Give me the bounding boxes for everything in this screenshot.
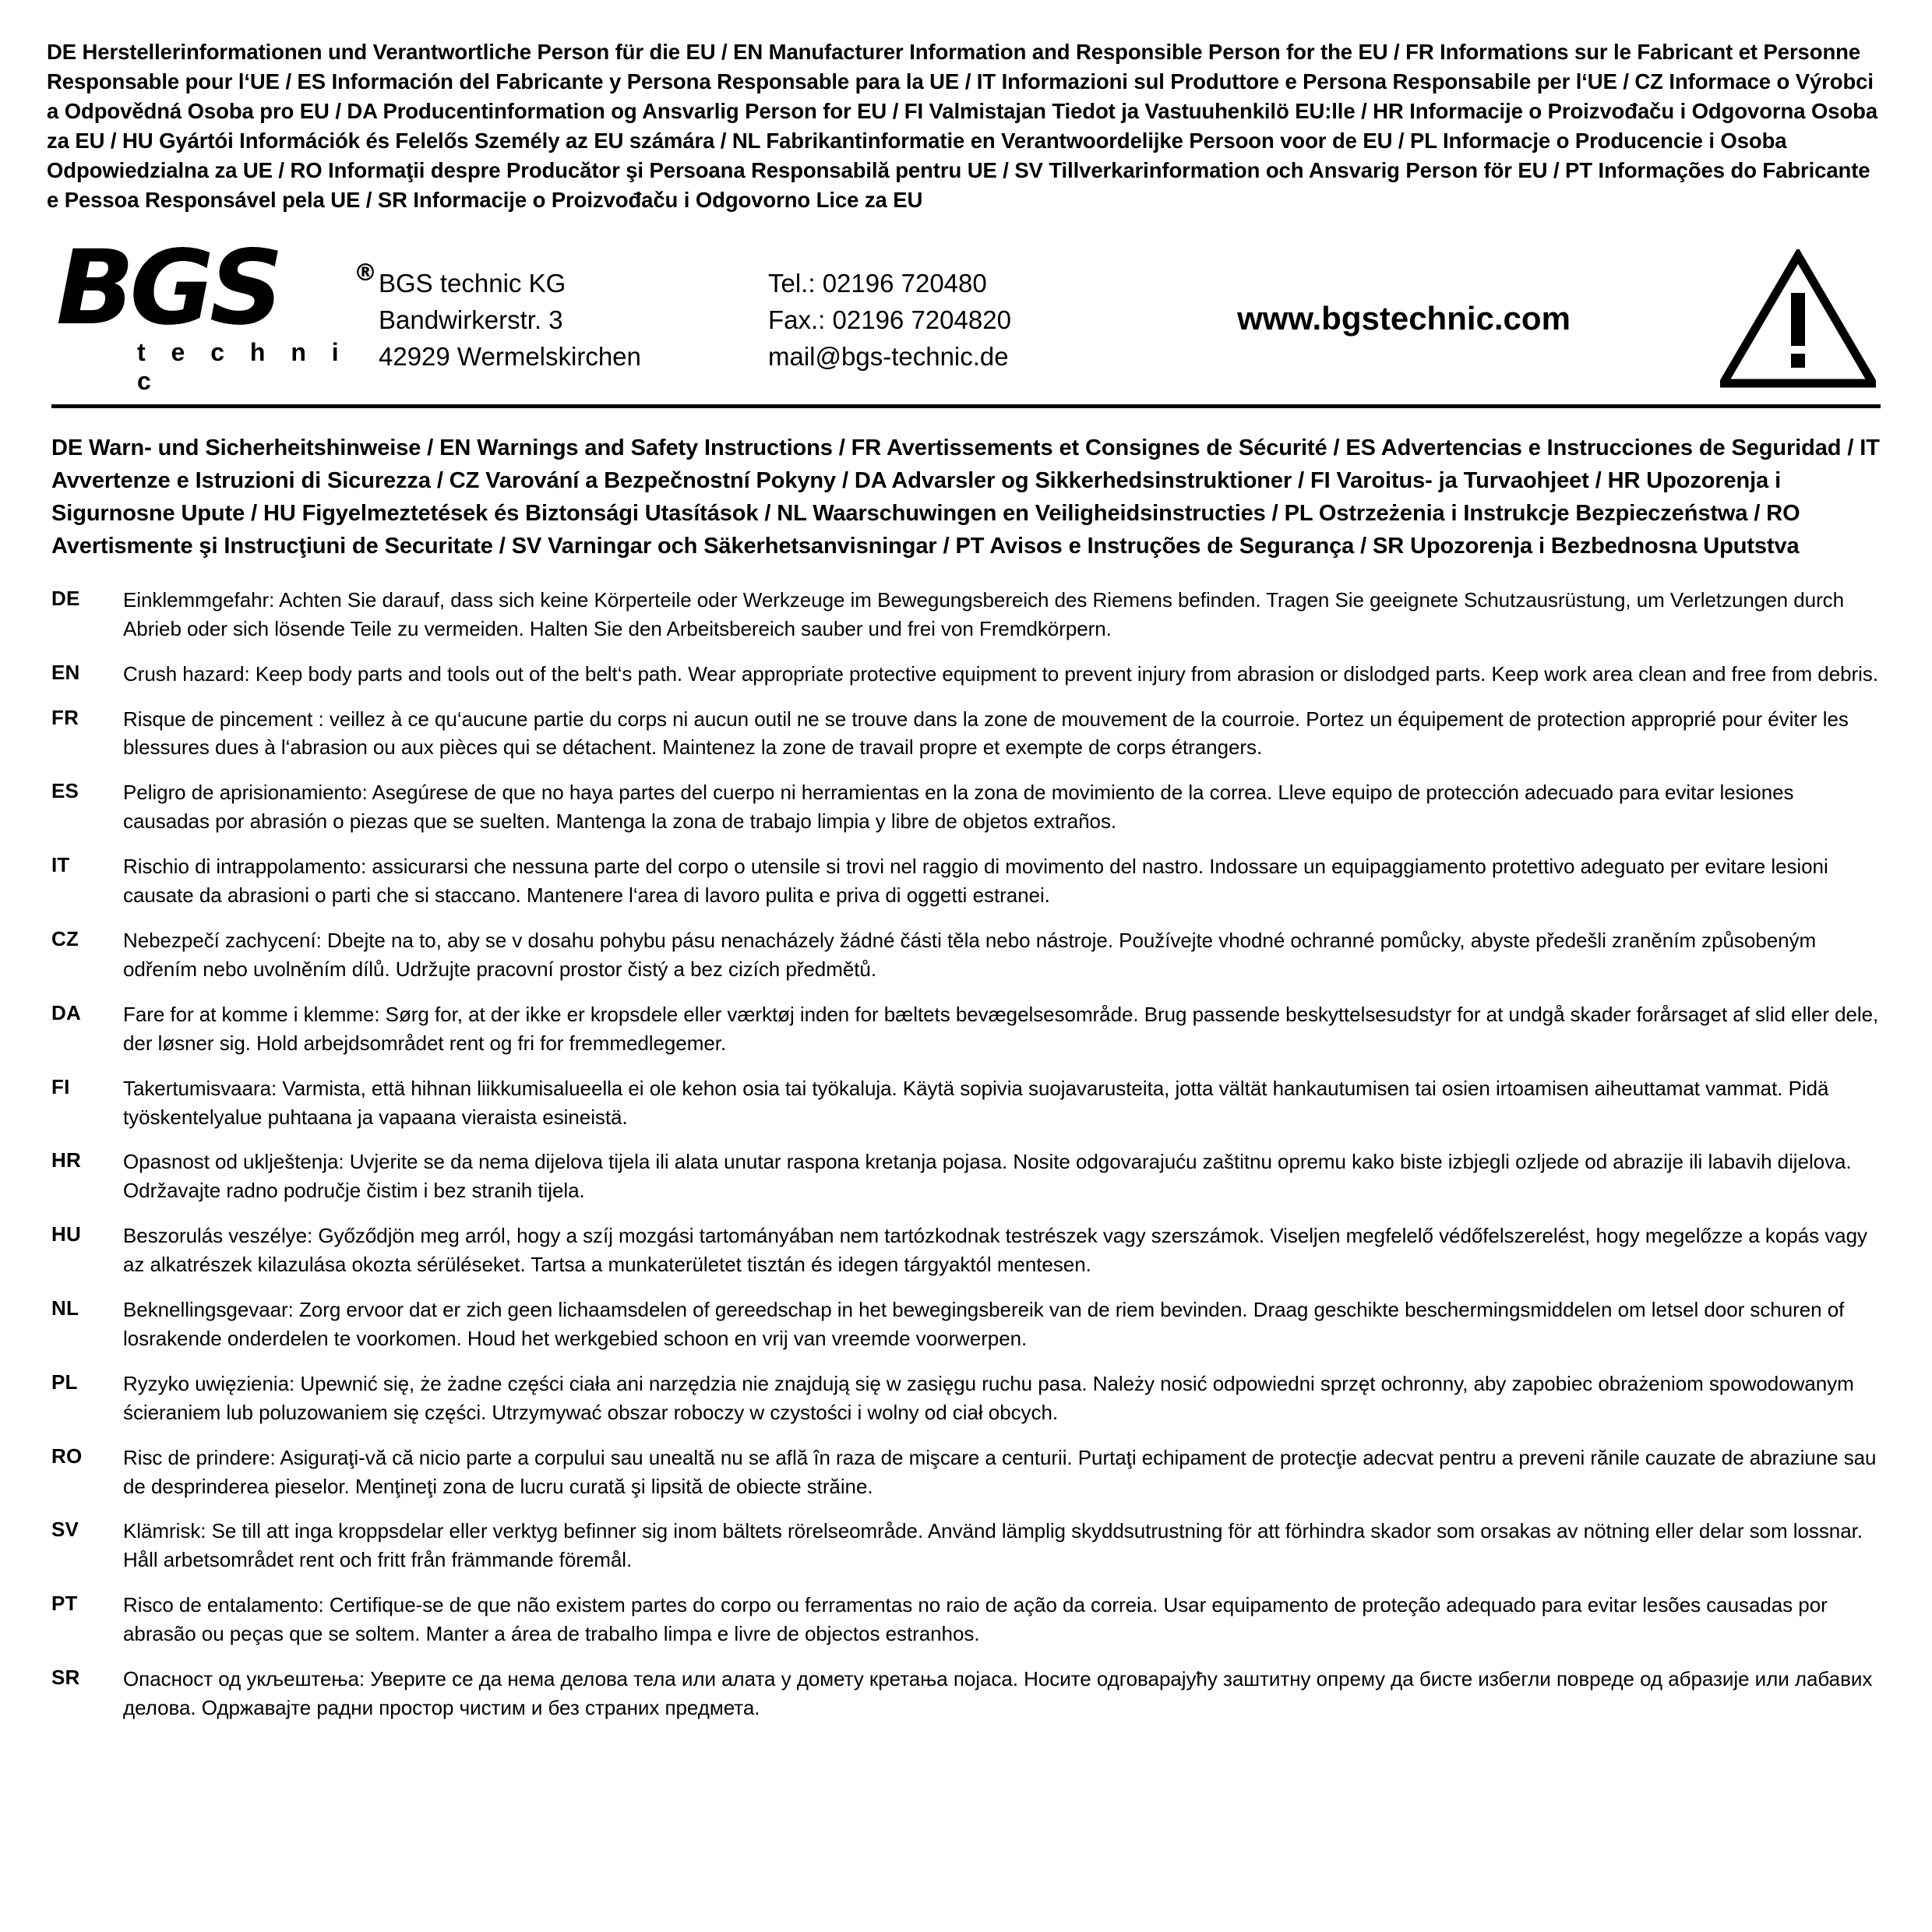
company-address bbox=[379, 263, 768, 375]
language-code: PT bbox=[51, 1592, 78, 1616]
language-text: Peligro de aprisionamiento: Asegúrese de que no haya partes del cuerpo ni herramientas en la zona de movimiento de la correa. Lleve equipo de protección adecuado para evitar lesiones causadas por abrasión o piezas que se suelten. Mantenga la zona de trabajo limpia y libre de objetos extraños. bbox=[123, 781, 1794, 834]
manufacturer-info-heading: DE Herstellerinformationen und Verantwortliche Person für die EU / EN Manufacturer Information and Responsible Person for the EU / FR Informations sur le Fabricant et Personne Responsable pour l‘UE / ES Información del Fabricante y Persona Responsable para la UE / IT Informazioni sul Produttore e Persona Responsabile per l‘UE / CZ Informace o Výrobci a Odpovědná Osoba pro EU / DA Producentinformation og Ansvarlig Person for EU / FI Valmistajan Tiedot ja Vastuuhenkilö EU:lle / HR Informacije o Proizvođaču i Odgovorna Osoba za EU / HU Gyártói Információk és Felelős Személy az EU számára / NL Fabrikantinformatie en Verantwoordelijke Persoon voor de EU / PL Informacje o Producencie i Osoba Odpowiedzialna za UE / RO Informaţii despre Producător şi Persoana Responsabilă pentru UE / SV Tillverkarinformation och Ansvarig Person för EU / PT Informações do Fabricante e Pessoa Responsável pela UE / SR Informacije o Proizvođaču i Odgovorno Lice za EU bbox=[47, 40, 1878, 212]
company-website: www.bgstechnic.com bbox=[1237, 300, 1571, 337]
company-tel: Tel.: 02196 720480 bbox=[768, 268, 987, 298]
language-text: Crush hazard: Keep body parts and tools out of the belt‘s path. Wear appropriate protective equipment to prevent injury from abrasion or dislodged parts. Keep work area clean and free from debris. bbox=[123, 661, 1878, 686]
language-code: FR bbox=[51, 705, 79, 729]
list-item bbox=[51, 1074, 1881, 1132]
language-code: EN bbox=[51, 660, 80, 684]
warnings-heading: DE Warn- und Sicherheitshinweise / EN Warnings and Safety Instructions / FR Avertissements et Consignes de Sécurité / ES Advertencias e Instrucciones de Seguridad / IT Avvertenze e Istruzioni di Sicurezza / CZ Varování a Bezpečnostní Pokyny / DA Advarsler og Sikkerhedsinstruktioner / FI Varoitus- ja Turvaohjeet / HR Upozorenja i Sigurnosne Upute / HU Figyelmeztetések és Biztonsági Utasítások / NL Waarschuwingen en Veiligheidsinstructies / PL Ostrzeżenia i Instrukcje Bezpieczeństwa / RO Avertismente şi Instrucţiuni de Securitate / SV Varningar och Säkerhetsanvisningar / PT Avisos e Instruções de Segurança / SR Upozorenja i Bezbednosna Uputstva bbox=[51, 435, 1880, 559]
language-text: Risc de prindere: Asiguraţi-vă că nicio parte a corpului sau unealtă nu se află în raza de mişcare a centurii. Purtaţi echipament de protecţie adecvat pentru a preveni rănile cauzate de abraziune sau de desprinderea pieselor. Menţineţi zona de lucru curată şi lipsită de obiecte străine. bbox=[123, 1445, 1877, 1498]
company-name: BGS technic KG bbox=[379, 268, 566, 298]
language-code: FI bbox=[51, 1074, 70, 1098]
list-item bbox=[51, 1370, 1881, 1427]
warnings-language-list bbox=[51, 586, 1881, 1722]
language-code: HU bbox=[51, 1222, 81, 1246]
registered-trademark-icon: ® bbox=[354, 259, 377, 287]
manufacturer-band bbox=[47, 227, 1885, 403]
list-item bbox=[51, 586, 1881, 643]
language-code: HR bbox=[51, 1148, 81, 1172]
list-item bbox=[51, 778, 1881, 836]
language-code: DA bbox=[51, 1000, 81, 1024]
language-text: Rischio di intrappolamento: assicurarsi che nessuna parte del corpo o utensile si trovi nel raggio di movimento del nastro. Indossare un equipaggiamento protettivo adeguato per evitare lesioni causate da abrasioni o parti che si staccano. Mantenere l‘area di lavoro pulita e priva di oggetti estranei. bbox=[123, 855, 1828, 908]
list-item bbox=[51, 852, 1881, 910]
list-item bbox=[51, 1148, 1881, 1205]
language-text: Opasnost od uklještenja: Uvjerite se da nema dijelova tijela ili alata unutar raspona kretanja pojasa. Nosite odgovarajuću zaštitnu opremu kako biste izbjegli ozljede od abrazije ili labavih dijelova. Održavajte radno područje čistim i bez stranih tijela. bbox=[123, 1150, 1852, 1203]
language-text: Опасност од укљештења: Уверите се да нема делова тела или алата у домету кретања појаса. Носите одговарајућу заштитну опрему да бисте избегли повреде од абразије или лабавих делова. Одржавајте радни простор чистим и без страних предмета. bbox=[123, 1667, 1873, 1719]
language-text: Nebezpečí zachycení: Dbejte na to, aby se v dosahu pohybu pásu nenacházely žádné části těla nebo nástroje. Používejte vhodné ochranné pomůcky, abyste předešli zraněním způsobeným odřením nebo uvolněním dílů. Udržujte pracovní prostor čistý a bez cizích předmětů. bbox=[123, 928, 1817, 981]
list-item bbox=[51, 1665, 1881, 1722]
list-item bbox=[51, 1000, 1881, 1058]
list-item bbox=[51, 926, 1881, 984]
list-item bbox=[51, 1444, 1881, 1501]
language-text: Beknellingsgevaar: Zorg ervoor dat er zich geen lichaamsdelen of gereedschap in het bewegingsbereik van de riem bevinden. Draag geschikte beschermingsmiddelen om letsel door schuren of losrakende onderdelen te voorkomen. Houd het werkgebied schoon en vrij van vreemde voorwerpen. bbox=[123, 1298, 1845, 1350]
language-code: NL bbox=[51, 1296, 79, 1320]
header-divider bbox=[51, 404, 1881, 408]
language-code: RO bbox=[51, 1444, 83, 1468]
company-street: Bandwirkerstr. 3 bbox=[379, 305, 563, 334]
language-code: PL bbox=[51, 1370, 78, 1394]
bgs-logo-wordmark: BGS bbox=[56, 227, 280, 348]
company-fax: Fax.: 02196 7204820 bbox=[768, 305, 1011, 334]
language-text: Risque de pincement : veillez à ce qu‘aucune partie du corps ni aucun outil ne se trouve dans la zone de mouvement de la courroie. Portez un équipement de protection approprié pour éviter les blessures dues à l‘abrasion ou aux pièces qui se détachent. Maintenez la zone de travail propre et exempte de corps étrangers. bbox=[123, 707, 1849, 760]
list-item bbox=[51, 1517, 1881, 1574]
language-text: Einklemmgefahr: Achten Sie darauf, dass sich keine Körperteile oder Werkzeuge im Bewegungsbereich des Riemens befinden. Tragen Sie geeignete Schutzausrüstung, um Verletzungen durch Abrieb oder sich lösende Teile zu vermeiden. Halten Sie den Arbeitsbereich sauber und frei von Fremdkörpern. bbox=[123, 587, 1845, 640]
company-email: mail@bgs-technic.de bbox=[768, 341, 1009, 371]
list-item bbox=[51, 1591, 1881, 1648]
company-contact bbox=[768, 263, 1126, 375]
language-text: Fare for at komme i klemme: Sørg for, at der ikke er kropsdele eller værktøj inden for bæltets bevægelsesområde. Brug passende beskyttelsesudstyr for at undgå skader forårsaget af slid eller dele, der løsner sig. Hold arbejdsområdet rent og fri for fremmedlegemer. bbox=[123, 1002, 1879, 1055]
bgs-logo-subtext: t e c h n i c bbox=[137, 337, 348, 395]
language-text: Takertumisvaara: Varmista, että hihnan liikkumisalueella ei ole kehon osia tai työkaluja. Käytä sopivia suojavarusteita, jotta vältät hankautumisen tai osien irtoamisen aiheuttamat vammat. Pidä työskentelyalue puhtaana ja vapaana vieraista esineistä. bbox=[123, 1076, 1829, 1129]
language-text: Beszorulás veszélye: Győződjön meg arról, hogy a szíj mozgási tartományában nem tartózkodnak testrészek vagy szerszámok. Viseljen megfelelő védőfelszerelést, hogy megelőzze a kopás vagy az alkatrészek kilazulása okozta sérüléseket. Tartsa a munkaterületet tisztán és idegen tárgyaktól mentesen. bbox=[123, 1224, 1867, 1277]
list-item bbox=[51, 660, 1881, 689]
language-text: Risco de entalamento: Certifique-se de que não existem partes do corpo ou ferramentas no raio de ação da correia. Usar equipamento de proteção adequado para evitar lesões causadas por abrasão ou peças que se soltem. Manter a área de trabalho limpa e livre de objectos estranhos. bbox=[123, 1593, 1828, 1646]
language-code: ES bbox=[51, 779, 79, 803]
warning-triangle-icon bbox=[1712, 249, 1881, 388]
language-code: IT bbox=[51, 853, 70, 877]
list-item bbox=[51, 705, 1881, 763]
list-item bbox=[51, 1296, 1881, 1353]
language-code: CZ bbox=[51, 926, 79, 950]
language-text: Klämrisk: Se till att inga kroppsdelar eller verktyg befinner sig inom bältets rörelseområde. Använd lämplig skyddsutrustning för att förhindra skador som orsakas av nötning eller delar som lossnar. Håll arbetsområdet rent och fritt från främmande föremål. bbox=[123, 1519, 1863, 1572]
language-text: Ryzyko uwięzienia: Upewnić się, że żadne części ciała ani narzędzia nie znajdują się w zasięgu ruchu pasa. Należy nosić odpowiedni sprzęt ochronny, aby zapobiec obrażeniom spowodowanym ścieraniem lub poluzowaniem się części. Utrzymywać obszar roboczy w czystości i wolny od ciał obcych. bbox=[123, 1371, 1854, 1424]
language-code: SR bbox=[51, 1666, 80, 1690]
language-code: DE bbox=[51, 586, 80, 610]
language-code: SV bbox=[51, 1518, 79, 1542]
bgs-logo bbox=[51, 227, 379, 396]
company-city: 42929 Wermelskirchen bbox=[379, 341, 641, 371]
list-item bbox=[51, 1222, 1881, 1279]
